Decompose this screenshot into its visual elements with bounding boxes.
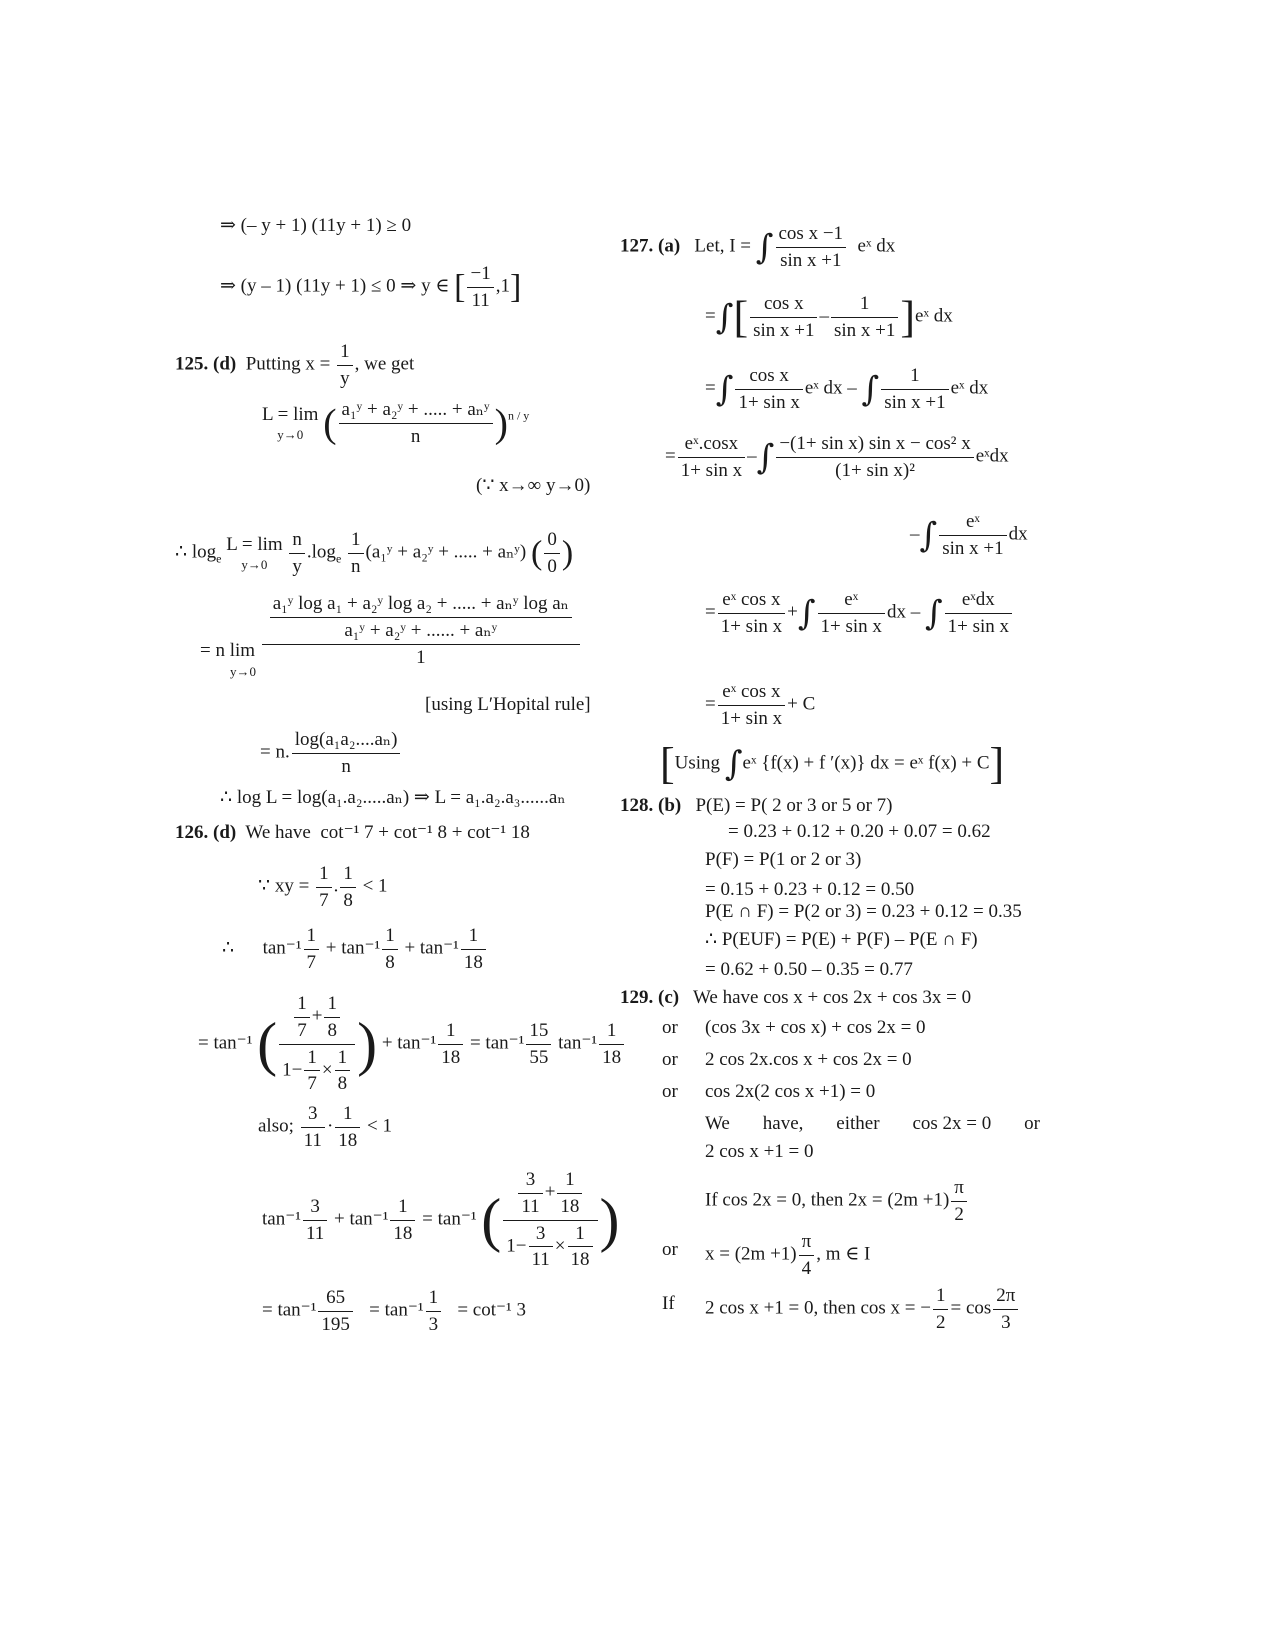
q127-step-3: = $\frac{\text{eˣ.cosx}}{\text{1+ sin x}}$ –∫ $\frac{\text{−(1+ sin x) sin x − cos² x}}{\text{(1+ sin x)²}}$ eˣdx [665, 433, 1009, 481]
q129-or-3: or [662, 1081, 678, 1102]
q128-line-4: = 0.15 + 0.23 + 0.12 = 0.50 [705, 879, 915, 900]
q129-or-4: or [662, 1239, 678, 1260]
q125-lhopital: = n lim $\frac{\text{a₁ʸ log a₁ + a₂ʸ log a₂ + ..... + aₙʸ log aₙ}}{\text{a₁ʸ + a₂ʸ + ...... + aₙʸ}}$ 1 [200, 592, 582, 669]
q126-tan-sum: ∴ tan⁻¹ $\frac{1}{7}$ + tan⁻¹ $\frac{1}{8}$ + tan⁻¹ $\frac{1}{18}$ [222, 924, 488, 975]
q125-condition: (∵ x→∞ y→0) [476, 475, 591, 496]
q127-using: [Using ∫eˣ {f(x) + f ′(x)} dx = eˣ f(x) + C] [660, 739, 1005, 788]
bracket-close: ] [509, 268, 522, 306]
q126-combined: = tan⁻¹ ( $\frac{1}{7}$ + $\frac{1}{8}$ 1− $\frac{1}{7}$ × $\frac{1}{8}$ ) + tan⁻¹ $\frac{1}{18}$ = tan⁻¹ $\frac{15}{55}$ tan⁻¹ $\frac{1}{18}$ [198, 992, 626, 1096]
line-inequality-2: ⇒ (y – 1) (11y + 1) ≤ 0 ⇒ y ∈ [ $\frac{-1}{11}$ ,1] [220, 263, 522, 311]
q127-result: = $\frac{\text{eˣ cos x}}{\text{1+ sin x}}$ + C [705, 681, 816, 729]
q126-second: tan⁻¹ $\frac{3}{11}$ + tan⁻¹ $\frac{1}{18}$ = tan⁻¹ ( $\frac{3}{11}$ + $\frac{1}{18}$ 1− $\frac{3}{11}$ × $\frac{1}{18}$ ) [262, 1169, 620, 1271]
q127-step-1: =∫[ $\frac{\text{cos x}}{\text{sin x +1}}$ – $\frac{1}{\text{sin x +1}}$ ]eˣ dx [705, 292, 953, 342]
q129-line-5: We have, either cos 2x = 0 or [705, 1113, 1040, 1134]
q126-also: also; $\frac{3}{11}$ · $\frac{1}{18}$ < 1 [258, 1103, 392, 1151]
answer-option: (d) [213, 353, 237, 375]
q125-result: = n. $\frac{\text{log(a₁a₂....aₙ)}}{n}$ [260, 728, 402, 779]
q127-step-5: = $\frac{\text{eˣ cos x}}{\text{1+ sin x}}$ +∫ $\frac{\text{eˣ}}{\text{1+ sin x}}$ dx – ∫ $\frac{\text{eˣdx}}{\text{1+ sin x}}$ [705, 588, 1014, 639]
integral-sign: ∫ [755, 227, 774, 268]
line-inequality-1: ⇒ (– y + 1) (11y + 1) ≥ 0 [220, 215, 412, 236]
q125-log-line: ∴ $\log_e$ L = lim y→0 $\frac{n}{y}$ $.\log_e$ $\frac{1}{n}$ (a₁ʸ + a₂ʸ + ..... + aₙʸ) ( $\frac{0}{0}$ ) [175, 529, 574, 577]
question-number: 125. [175, 353, 209, 375]
q126-result: = tan⁻¹ $\frac{65}{195}$ = tan⁻¹ $\frac{1}{3}$ = cot⁻¹ 3 [262, 1287, 526, 1335]
q129-if: If [662, 1293, 675, 1314]
q127-step-2: =∫ $\frac{\text{cos x}}{\text{1+ sin x}}$ eˣ dx – ∫ $\frac{1}{\text{sin x +1}}$ eˣ dx [705, 365, 989, 413]
q127-header: 127. (a) Let, I = ∫ $\frac{\text{cos x −1}}{\text{sin x +1}}$ eˣ dx [620, 223, 896, 271]
q129-line-7: If cos 2x = 0, then 2x = (2m +1) $\frac{\pi}{2}$ [705, 1176, 969, 1227]
q129-or-1: or [662, 1017, 678, 1038]
q128-line-3: P(F) = P(1 or 2 or 3) [705, 849, 862, 870]
q129-line-8: x = (2m +1) $\frac{\pi}{4}$ , m ∈ I [705, 1231, 871, 1279]
q126-header: 126. (d) We have cot⁻¹ 7 + cot⁻¹ 8 + cot⁻¹ 18 [175, 822, 530, 843]
q128-line-5: P(E ∩ F) = P(2 or 3) = 0.23 + 0.12 = 0.35 [705, 901, 1022, 922]
q129-line-4: cos 2x(2 cos x +1) = 0 [705, 1081, 876, 1102]
q125-final: ∴ log L = log(a₁.a₂.....aₙ) ⇒ L = a₁.a₂.a₃......aₙ [220, 787, 566, 808]
bracket-open: [ [454, 268, 466, 306]
q125-limit: L = lim y→0 ( $\frac{\text{a₁ʸ + a₂ʸ + ..... + aₙʸ}}{n}$ )$^{n / y}$ [262, 399, 530, 447]
q129-line-3: 2 cos 2x.cos x + cos 2x = 0 [705, 1049, 912, 1070]
q128-line-2: = 0.23 + 0.12 + 0.20 + 0.07 = 0.62 [728, 821, 991, 842]
q129-or-2: or [662, 1049, 678, 1070]
q128-line-6: ∴ P(EUF) = P(E) + P(F) – P(E ∩ F) [705, 929, 978, 950]
q129-line-1: 129. (c) We have cos x + cos 2x + cos 3x = 0 [620, 987, 972, 1008]
q125-header: 125. (d) Putting x = $\frac{1}{y}$ , we get [175, 341, 415, 389]
q128-line-1: 128. (b) P(E) = P( 2 or 3 or 5 or 7) [620, 795, 893, 816]
q125-lim-sub: y→0 [230, 664, 256, 679]
q129-line-9: 2 cos x +1 = 0, then cos x = − $\frac{1}{2}$ = cos $\frac{2\pi}{3}$ [705, 1284, 1020, 1335]
q127-step-4: –∫ $\frac{\text{eˣ}}{\text{sin x +1}}$ dx [910, 511, 1028, 559]
fraction: $\frac{-1}{11}$ [467, 262, 493, 313]
q125-rule: [using L′Hopital rule] [425, 694, 591, 715]
q126-since: ∵ xy = $\frac{1}{7}$ . $\frac{1}{8}$ < 1 [258, 863, 388, 911]
q129-line-2: (cos 3x + cos x) + cos 2x = 0 [705, 1017, 926, 1038]
q128-line-7: = 0.62 + 0.50 – 0.35 = 0.77 [705, 959, 913, 980]
q129-line-6: 2 cos x +1 = 0 [705, 1141, 814, 1162]
